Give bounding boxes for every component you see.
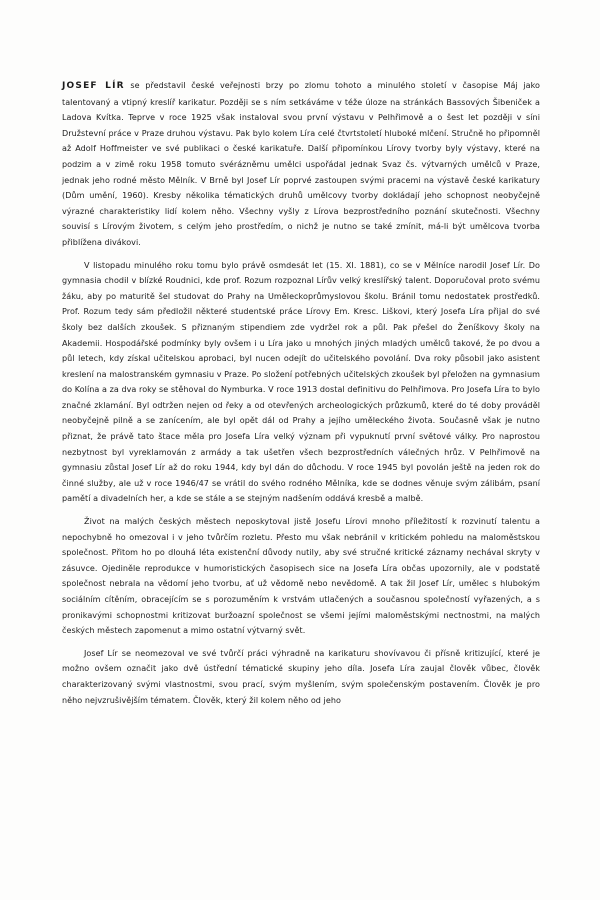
paragraph-3: Život na malých českých městech neposkytoval jistě Josefu Lírovi mnoho příležitostí k rozvinutí talentu a nepochybně ho omezoval i v jeho tvůrčím rozletu. Přesto mu však nebránil v kritickém pohledu na maloměstskou společnost. Přitom ho po dlouhá léta existenční důvody nutily, aby své stručné kritické záznamy nechával skryty v zásuvce. Ojediněle reprodukce v humoristických časopisech sice na Josefa Líra občas upozornily, ale v podstatě společnost nebrala na vědomí jeho tvorbu, ať už vědomě nebo nevědomě. A tak žil Josef Lír, umělec s hlubokým sociálním cítěním, obracejícím se s porozuměním k vrstvám utlačených a současnou společností vyřazených, a s pronikavými schopnostmi kritizovat buržoazní společnost se všemi jejími maloměstskými nectnostmi, na malých českých městech zapomenut a mimo ostatní výtvarný svět. xyxy=(62,517,540,636)
body-text xyxy=(62,78,540,708)
paragraph-2: V listopadu minulého roku tomu bylo právě osmdesát let (15. XI. 1881), co se v Mělníce narodil Josef Lír. Do gymnasia chodil v blízké Roudnici, kde prof. Rozum rozpoznal Lírův velký kreslířský talent. Doporučoval proto svému žáku, aby po maturitě šel studovat do Prahy na Uměleckoprůmyslovou školu. Bránil tomu nedostatek prostředků. Prof. Rozum tedy sám předložil některé studentské práce Lírovy Em. Kresc. Liškovi, který Josefa Líra přijal do své školy bez dalších zkoušek. S přiznaným stipendiem zde vydržel rok a půl. Pak přešel do Ženíškovy školy na Akademii. Hospodářské podmínky byly ovšem i u Líra jako u mnohých jiných mladých umělců takové, že po dvou a půl letech, kdy získal učitelskou aprobaci, byl nucen odejít do učitelského povolání. Dva roky působil jako asistent kreslení na malostranském gymnasiu v Praze. Po složení potřebných učitelských zkoušek byl přeložen na gymnasium do Kolína a za dva roky se stěhoval do Nymburka. V roce 1913 dostal definitivu do Pelhřimova. Pro Josefa Líra to bylo značné zklamání. Byl odtržen nejen od řeky a od otevřených archeologických průzkumů, které do té doby prováděl neobyčejně pilně a se zanícením, ale byl opět dál od Prahy a jejího uměleckého života. Současně však je nutno přiznat, že právě tato štace měla pro Josefa Líra velký význam při vypuknutí první světové války. Pro naprostou nezbytnost byl vyreklamován z armády a tak ušetřen všech bezprostředních válečných hrůz. V Pelhřimově na gymnasiu zůstal Josef Lír až do roku 1944, kdy byl dán do důchodu. V roce 1945 byl povolán ještě na jeden rok do činné služby, ale už v roce 1946/47 se vrátil do svého rodného Mělníka, kde se dodnes věnuje svým zálibám, psaní pamětí a divadelních her, a kde se stále a se stejným nadšením oddává kresbě a malbě. xyxy=(62,260,540,504)
author-name: JOSEF LÍR xyxy=(62,81,125,91)
paragraph-1-text: se představil české veřejnosti brzy po zlomu tohoto a minulého století v časopise Máj jako talentovaný a vtipný kreslíř karikatur. Později se s ním setkáváme v téže úloze na stránkách Bassových Šibeniček a Ladova Kvítka. Teprve v roce 1925 však instaloval svou první výstavu v Pelhřimově a o šest let později v síni Družstevní práce v Praze druhou výstavu. Pak bylo kolem Líra celé čtvrtstoletí hluboké mlčení. Stručně ho připomněl až Adolf Hoffmeister ve své publikaci o české karikatuře. Další připomínkou Lírovy tvorby byly výstavy, které na podzim a v zimě roku 1958 tomuto svérázněmu umělci uspořádal jednak Svaz čs. výtvarných umělců v Praze, jednak jeho rodné město Mělník. V Brně byl Josef Lír poprvé zastoupen svými pracemi na výstavě české karikatury (Dům umění, 1960). Kresby několika tématických druhů umělcovy tvorby dokládají jeho schopnost neobyčejně výrazné charakteristiky lidí kolem něho. Všechny vyšly z Lírova bezprostředního poznání skutečnosti. Všechny souvisí s Lírovým životem, s celým jeho prostředím, o nichž je nutno se také zmínit, má-li být umělcova tvorba přiblížena divákovi. xyxy=(62,81,540,247)
paragraph-1 xyxy=(62,78,540,251)
paragraph-4: Josef Lír se neomezoval ve své tvůrčí práci výhradně na karikaturu shovívavou či přísně kritizující, které je možno ovšem označit jako dvě ústřední tématické skupiny jeho díla. Josefa Líra zaujal člověk vůbec, člověk charakterizovaný svými vlastnostmi, svou prací, svým myšlením, svým společenským postavením. Člověk je pro něho nejvzrušivějším tématem. Člověk, který žil kolem něho od jeho xyxy=(62,648,540,705)
